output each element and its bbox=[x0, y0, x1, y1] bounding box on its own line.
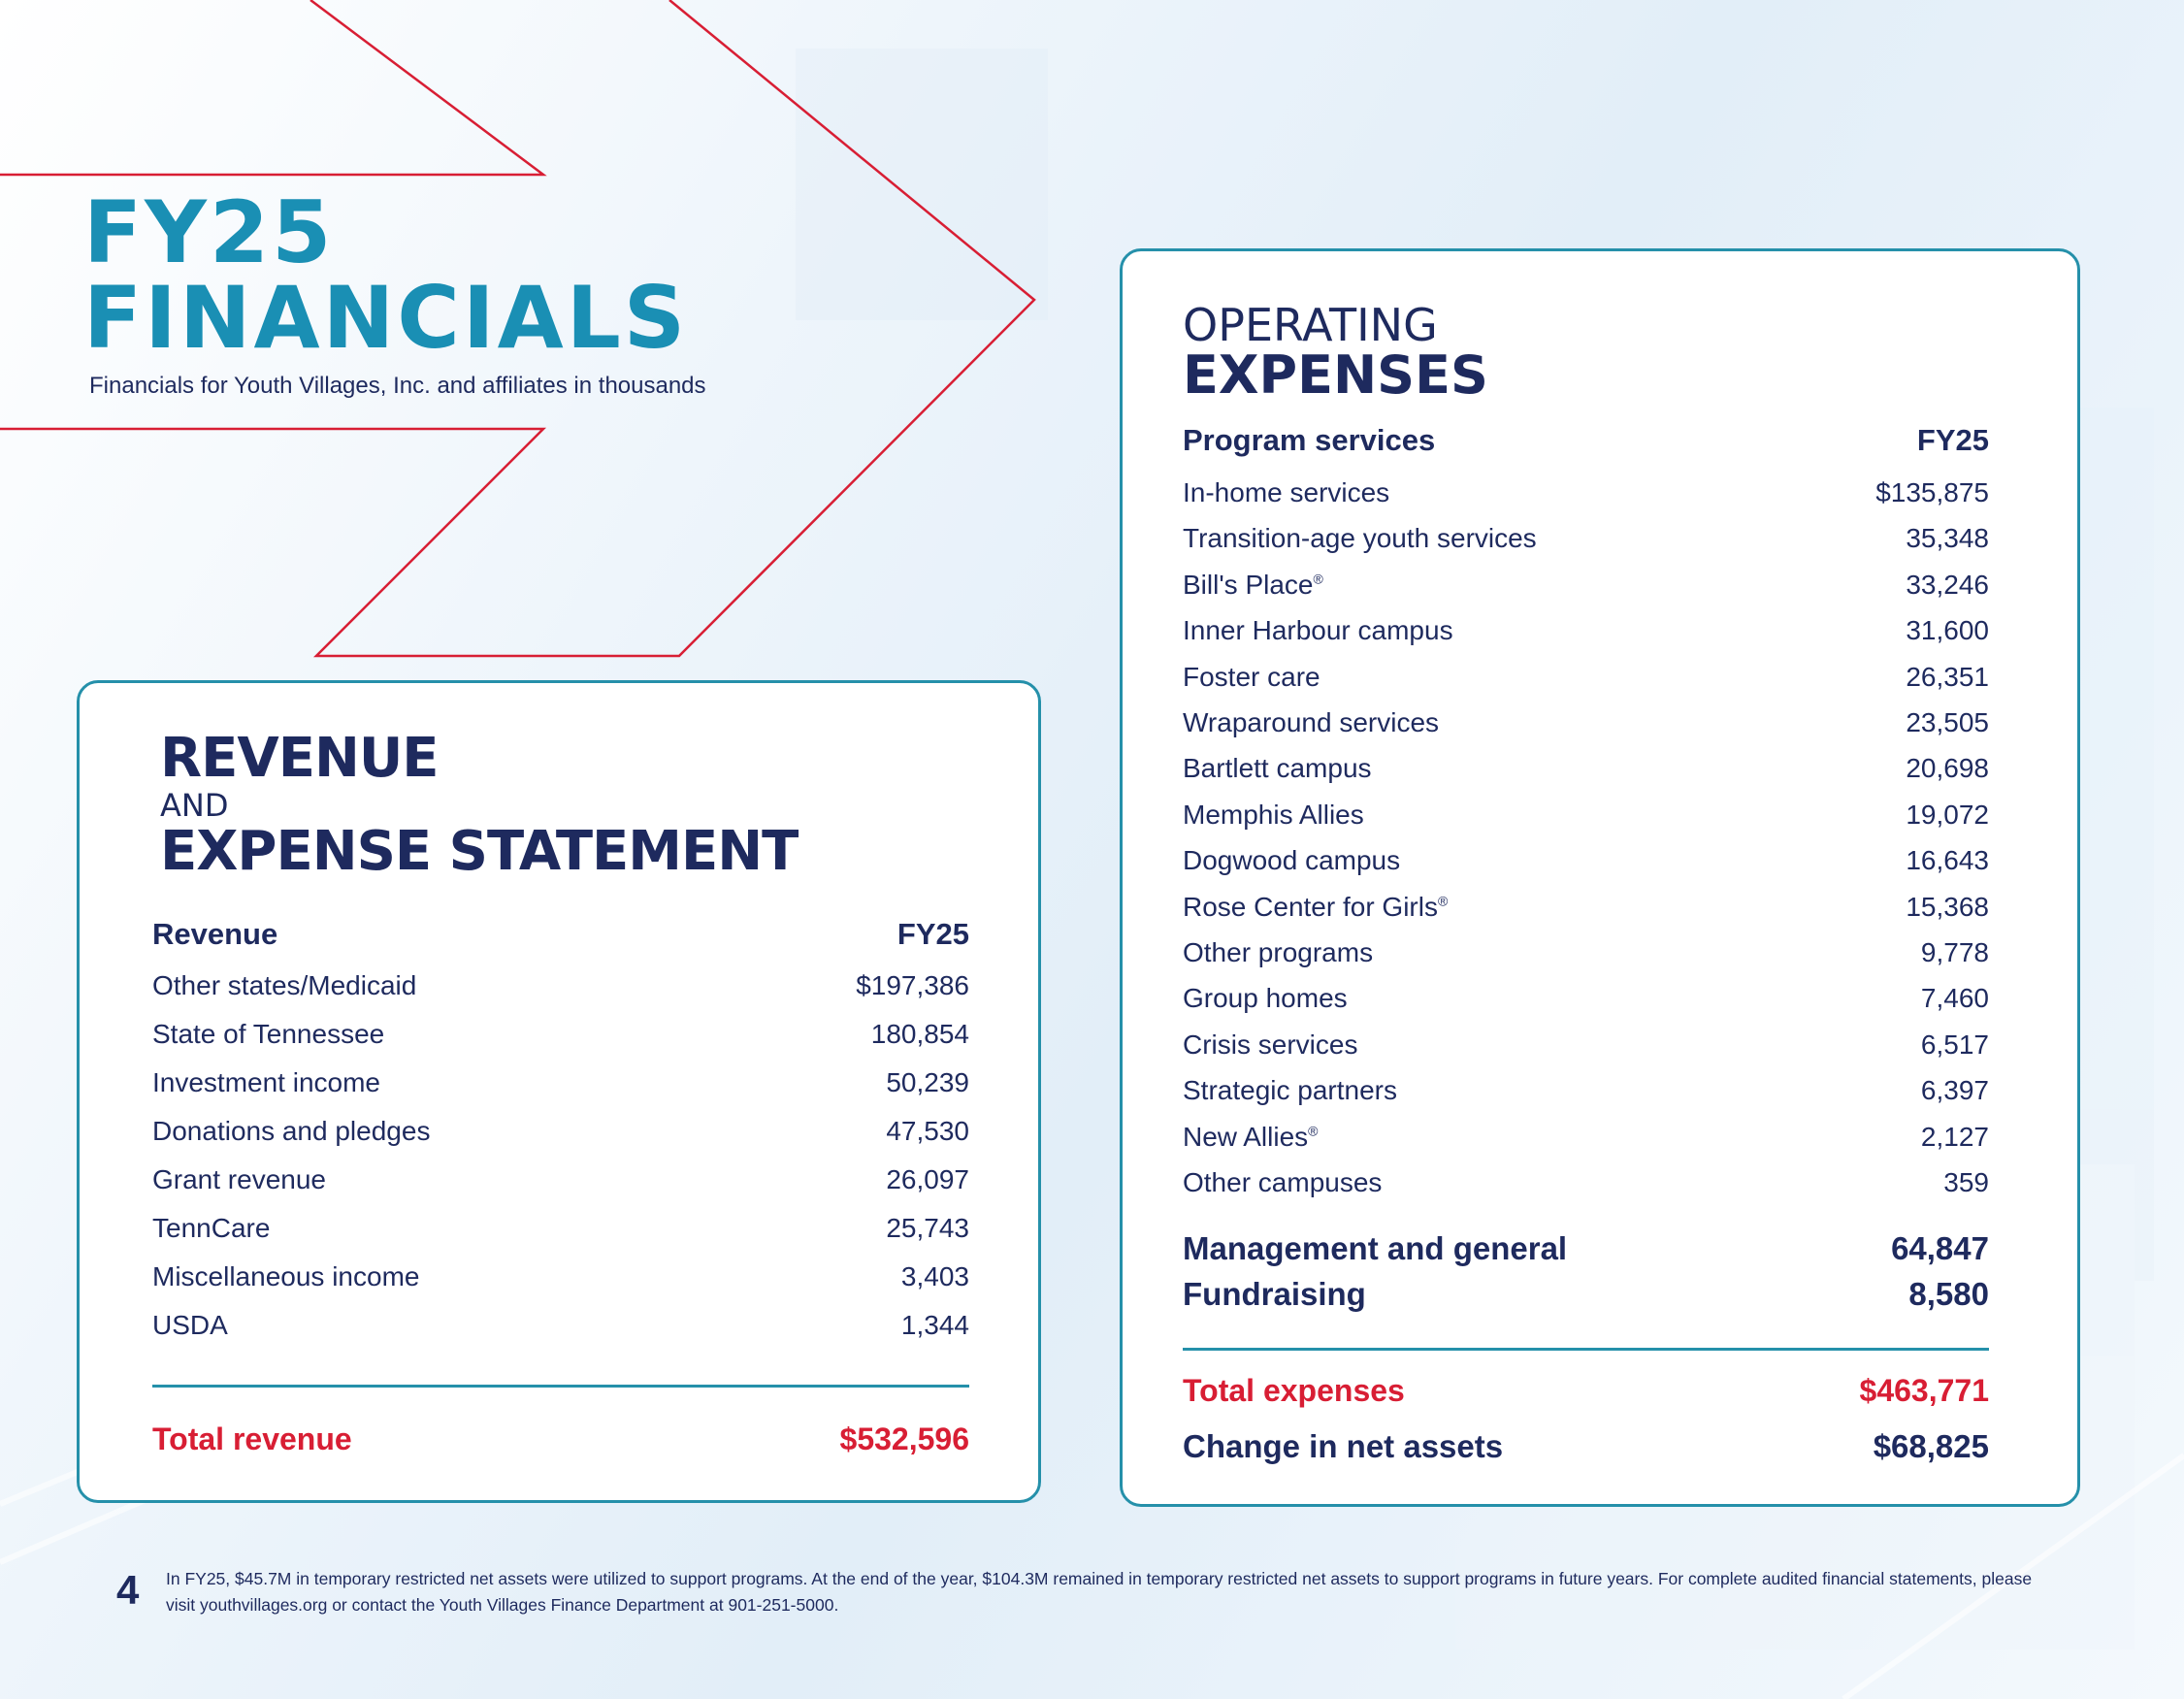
expenses-heading-line2: EXPENSES bbox=[1183, 344, 1488, 406]
revenue-heading bbox=[160, 727, 799, 883]
revenue-divider bbox=[152, 1385, 969, 1388]
expense-row bbox=[1183, 570, 1989, 601]
revenue-table-header bbox=[152, 917, 969, 952]
expense-row-value: 31,600 bbox=[1906, 615, 1989, 646]
expense-row-text: Crisis services bbox=[1183, 1029, 1358, 1060]
change-net-assets-row bbox=[1183, 1428, 1989, 1465]
management-general-row bbox=[1183, 1230, 1989, 1267]
expense-row-value: 6,397 bbox=[1920, 1075, 1989, 1106]
expenses-divider bbox=[1183, 1348, 1989, 1351]
expense-row-label bbox=[1183, 845, 1400, 876]
expense-row bbox=[1183, 1075, 1989, 1106]
expense-row-label bbox=[1183, 1029, 1357, 1061]
expense-row-label bbox=[1183, 570, 1323, 601]
expense-row-value: 23,505 bbox=[1906, 707, 1989, 737]
revenue-row-label: State of Tennessee bbox=[152, 1019, 385, 1049]
expense-row bbox=[1183, 892, 1989, 923]
expenses-heading-line1: OPERATING bbox=[1183, 299, 1438, 351]
expense-row-text: New Allies bbox=[1183, 1121, 1309, 1152]
total-expenses-row bbox=[1183, 1373, 1989, 1409]
revenue-row bbox=[152, 1019, 969, 1050]
expense-row-value: 16,643 bbox=[1906, 845, 1989, 876]
revenue-row-value: $197,386 bbox=[856, 970, 969, 1000]
revenue-row bbox=[152, 1310, 969, 1341]
expense-row-label bbox=[1183, 937, 1373, 968]
expense-row bbox=[1183, 615, 1989, 646]
expense-row-value: 26,351 bbox=[1906, 661, 1989, 692]
revenue-row-label: TennCare bbox=[152, 1213, 271, 1243]
expense-row-text: Bartlett campus bbox=[1183, 753, 1372, 784]
revenue-row bbox=[152, 970, 969, 1001]
page-title bbox=[83, 182, 689, 368]
management-general-label: Management and general bbox=[1183, 1230, 1568, 1266]
revenue-heading-line1: REVENUE bbox=[160, 727, 439, 790]
revenue-heading-line3: EXPENSE STATEMENT bbox=[160, 820, 799, 883]
expense-row bbox=[1183, 662, 1989, 693]
expense-row-label bbox=[1183, 800, 1364, 831]
fundraising-label: Fundraising bbox=[1183, 1276, 1366, 1312]
revenue-row-label: Other states/Medicaid bbox=[152, 970, 417, 1000]
expense-row-label bbox=[1183, 477, 1389, 508]
expense-row-label bbox=[1183, 1122, 1319, 1153]
total-expenses-label: Total expenses bbox=[1183, 1373, 1405, 1408]
footnote: In FY25, $45.7M in temporary restricted net assets were utilized to support programs. At the end of the year, $104.3M remained in temporary restricted net assets to support programs in future years. For complete audited financial statements, please visit youthvillages.org or contact the Youth Villages Finance Department at 901-251-5000. bbox=[166, 1569, 2033, 1615]
revenue-total-row bbox=[152, 1421, 969, 1457]
revenue-row bbox=[152, 1261, 969, 1292]
revenue-row-value: 180,854 bbox=[870, 1019, 969, 1049]
expense-row-label bbox=[1183, 615, 1453, 646]
expense-row-value: $135,875 bbox=[1875, 477, 1989, 507]
expense-row-text: Strategic partners bbox=[1183, 1075, 1397, 1106]
management-general-value: 64,847 bbox=[1891, 1230, 1989, 1266]
fundraising-value: 8,580 bbox=[1908, 1276, 1989, 1312]
expense-row-label bbox=[1183, 983, 1348, 1014]
expense-row-value: 2,127 bbox=[1920, 1121, 1989, 1152]
expense-row-value: 7,460 bbox=[1920, 983, 1989, 1014]
expense-row-value: 15,368 bbox=[1906, 891, 1989, 922]
expense-row-value: 359 bbox=[1943, 1167, 1989, 1197]
revenue-row-value: 1,344 bbox=[900, 1310, 969, 1340]
expense-row bbox=[1183, 523, 1989, 554]
revenue-row bbox=[152, 1164, 969, 1195]
revenue-column-label: Revenue bbox=[152, 917, 278, 951]
revenue-row bbox=[152, 1213, 969, 1244]
operating-expenses-card bbox=[1120, 248, 2080, 1507]
expense-row-value: 33,246 bbox=[1906, 569, 1989, 600]
expense-row-text: Inner Harbour campus bbox=[1183, 615, 1453, 646]
program-services-label: Program services bbox=[1183, 423, 1436, 457]
revenue-row-label: Investment income bbox=[152, 1067, 380, 1097]
expense-row-value: 35,348 bbox=[1906, 523, 1989, 554]
expense-row bbox=[1183, 753, 1989, 784]
revenue-row-label: Grant revenue bbox=[152, 1164, 326, 1194]
red-arrow-outline bbox=[0, 0, 543, 175]
revenue-heading-line2: AND bbox=[160, 787, 229, 824]
page-subtitle: Financials for Youth Villages, Inc. and affiliates in thousands bbox=[89, 373, 706, 399]
expense-row bbox=[1183, 1029, 1989, 1061]
revenue-row-value: 47,530 bbox=[886, 1116, 969, 1146]
registered-mark: ® bbox=[1313, 571, 1323, 587]
expenses-heading bbox=[1183, 299, 1488, 406]
expense-row-text: In-home services bbox=[1183, 477, 1390, 507]
revenue-row-value: 3,403 bbox=[900, 1261, 969, 1291]
expense-row-label bbox=[1183, 1075, 1397, 1106]
expense-row bbox=[1183, 707, 1989, 738]
fundraising-row bbox=[1183, 1276, 1989, 1313]
expense-row bbox=[1183, 477, 1989, 508]
expense-row-text: Wraparound services bbox=[1183, 707, 1440, 737]
expense-row bbox=[1183, 1167, 1989, 1198]
revenue-card bbox=[77, 680, 1041, 1503]
expense-row bbox=[1183, 800, 1989, 831]
expense-row bbox=[1183, 845, 1989, 876]
registered-mark: ® bbox=[1437, 893, 1449, 909]
total-revenue-label: Total revenue bbox=[152, 1421, 352, 1456]
expense-row-value: 9,778 bbox=[1920, 937, 1989, 967]
total-expenses-value: $463,771 bbox=[1859, 1373, 1989, 1408]
expense-row-label bbox=[1183, 662, 1320, 693]
expense-row-text: Foster care bbox=[1183, 661, 1320, 692]
page-number: 4 bbox=[116, 1567, 140, 1613]
revenue-row-value: 50,239 bbox=[886, 1067, 969, 1097]
expense-row-text: Other programs bbox=[1183, 937, 1374, 967]
total-revenue-value: $532,596 bbox=[839, 1421, 969, 1456]
revenue-row-value: 25,743 bbox=[886, 1213, 969, 1243]
expense-row-label bbox=[1183, 753, 1372, 784]
expense-row-text: Bill's Place bbox=[1183, 569, 1314, 600]
expenses-table-header bbox=[1183, 423, 1989, 458]
revenue-row-label: Donations and pledges bbox=[152, 1116, 431, 1146]
change-net-assets-value: $68,825 bbox=[1873, 1428, 1989, 1464]
expense-row-value: 19,072 bbox=[1906, 799, 1989, 830]
change-net-assets-label: Change in net assets bbox=[1183, 1428, 1504, 1464]
expense-row-text: Group homes bbox=[1183, 983, 1348, 1014]
expense-row-label bbox=[1183, 707, 1439, 738]
expense-row bbox=[1183, 937, 1989, 968]
expense-row bbox=[1183, 983, 1989, 1014]
expense-row-value: 20,698 bbox=[1906, 753, 1989, 784]
revenue-row-label: USDA bbox=[152, 1310, 228, 1340]
expense-row-text: Transition-age youth services bbox=[1183, 523, 1537, 554]
revenue-row-label: Miscellaneous income bbox=[152, 1261, 420, 1291]
expense-row bbox=[1183, 1122, 1989, 1153]
revenue-row bbox=[152, 1116, 969, 1147]
expense-row-text: Other campuses bbox=[1183, 1167, 1383, 1197]
title-fy25: FY25 bbox=[83, 182, 335, 282]
registered-mark: ® bbox=[1308, 1123, 1319, 1139]
expense-row-value: 6,517 bbox=[1920, 1029, 1989, 1060]
expense-row-label bbox=[1183, 892, 1448, 923]
expense-row-label bbox=[1183, 523, 1537, 554]
title-financials: FINANCIALS bbox=[83, 268, 689, 368]
expense-row-label bbox=[1183, 1167, 1382, 1198]
expense-row-text: Rose Center for Girls bbox=[1183, 891, 1438, 922]
revenue-row bbox=[152, 1067, 969, 1098]
expense-row-text: Memphis Allies bbox=[1183, 799, 1364, 830]
expense-row-text: Dogwood campus bbox=[1183, 845, 1401, 876]
revenue-row-value: 26,097 bbox=[886, 1164, 969, 1194]
expenses-column-year: FY25 bbox=[1916, 423, 1989, 457]
revenue-column-year: FY25 bbox=[896, 917, 969, 951]
